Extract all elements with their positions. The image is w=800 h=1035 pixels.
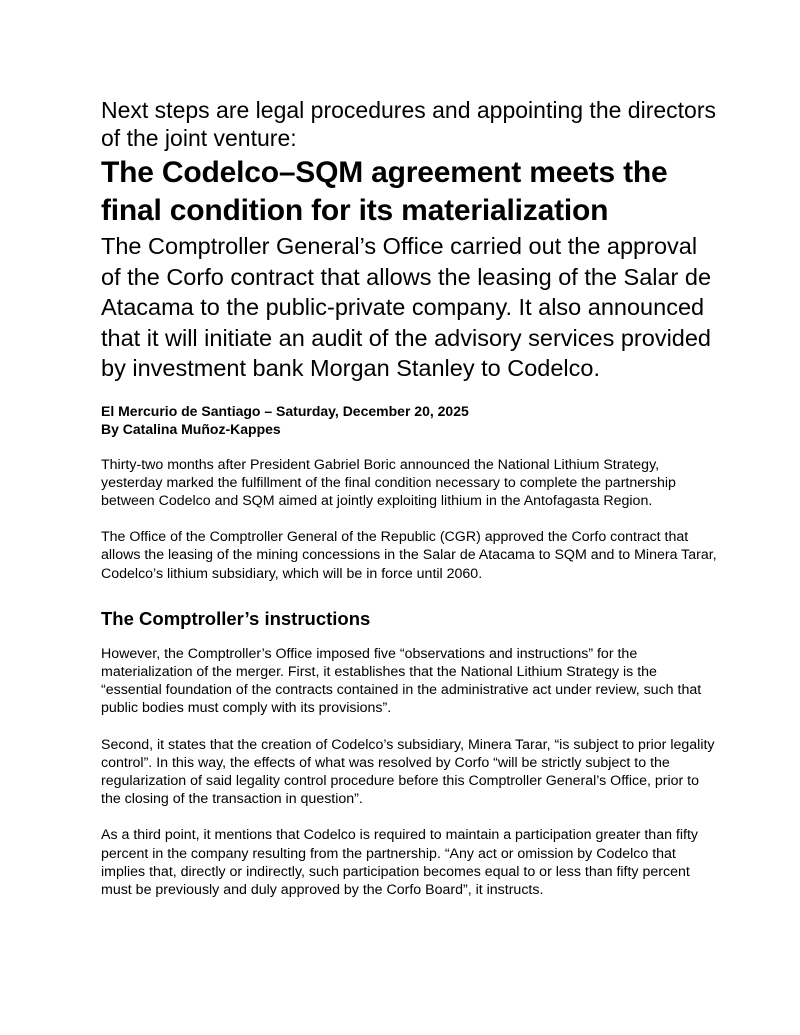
body-paragraph: Second, it states that the creation of Codelco’s subsidiary, Minera Tarar, “is subject to prior legality control”. In this way, the effects of what was resolved by Corfo “will be strictly subject to the regularization of said legality control procedure before this Comptroller General’s Office, prior to the closing of the transaction in question”. [101, 736, 715, 808]
article-headline: The Codelco–SQM agreement meets the final condition for its materialization [101, 156, 668, 227]
section-heading: The Comptroller’s instructions [101, 607, 371, 629]
article-kicker: Next steps are legal procedures and appointing the directors of the joint venture: [101, 97, 716, 151]
author-line: By Catalina Muñoz-Kappes [101, 420, 281, 437]
article-page [101, 96, 721, 899]
body-paragraph: As a third point, it mentions that Codelco is required to maintain a participation greater than fifty percent in the company resulting from the partnership. “Any act or omission by Codelco that implies that, directly or indirectly, such participation becomes equal to or less than fifty percent must be previously and duly approved by the Corfo Board”, it instructs. [101, 827, 698, 898]
body-paragraph: The Office of the Comptroller General of the Republic (CGR) approved the Corfo contract that allows the leasing of the mining concessions in the Salar de Atacama to SQM and to Minera Tarar, Codelco’s lithium subsidiary, which will be in force until 2060. [101, 529, 717, 582]
article-subhead: The Comptroller General’s Office carried out the approval of the Corfo contract that allows the leasing of the Salar de Atacama to the public-private company. It also announced that it will initiate an audit of the advisory services provided by investment bank Morgan Stanley to Codelco. [101, 233, 712, 381]
byline [101, 402, 721, 438]
body-paragraph: Thirty-two months after President Gabriel Boric announced the National Lithium Strategy, yesterday marked the fulfillment of the final condition necessary to complete the partnership between Codelco and SQM aimed at jointly exploiting lithium in the Antofagasta Region. [101, 456, 676, 509]
source-line: El Mercurio de Santiago – Saturday, December 20, 2025 [101, 402, 469, 419]
body-paragraph: However, the Comptroller’s Office imposed five “observations and instructions” for the materialization of the merger. First, it establishes that the National Lithium Strategy is the “essential foundation of the contracts contained in the administrative act under review, such that public bodies must comply with its provisions”. [101, 645, 702, 717]
